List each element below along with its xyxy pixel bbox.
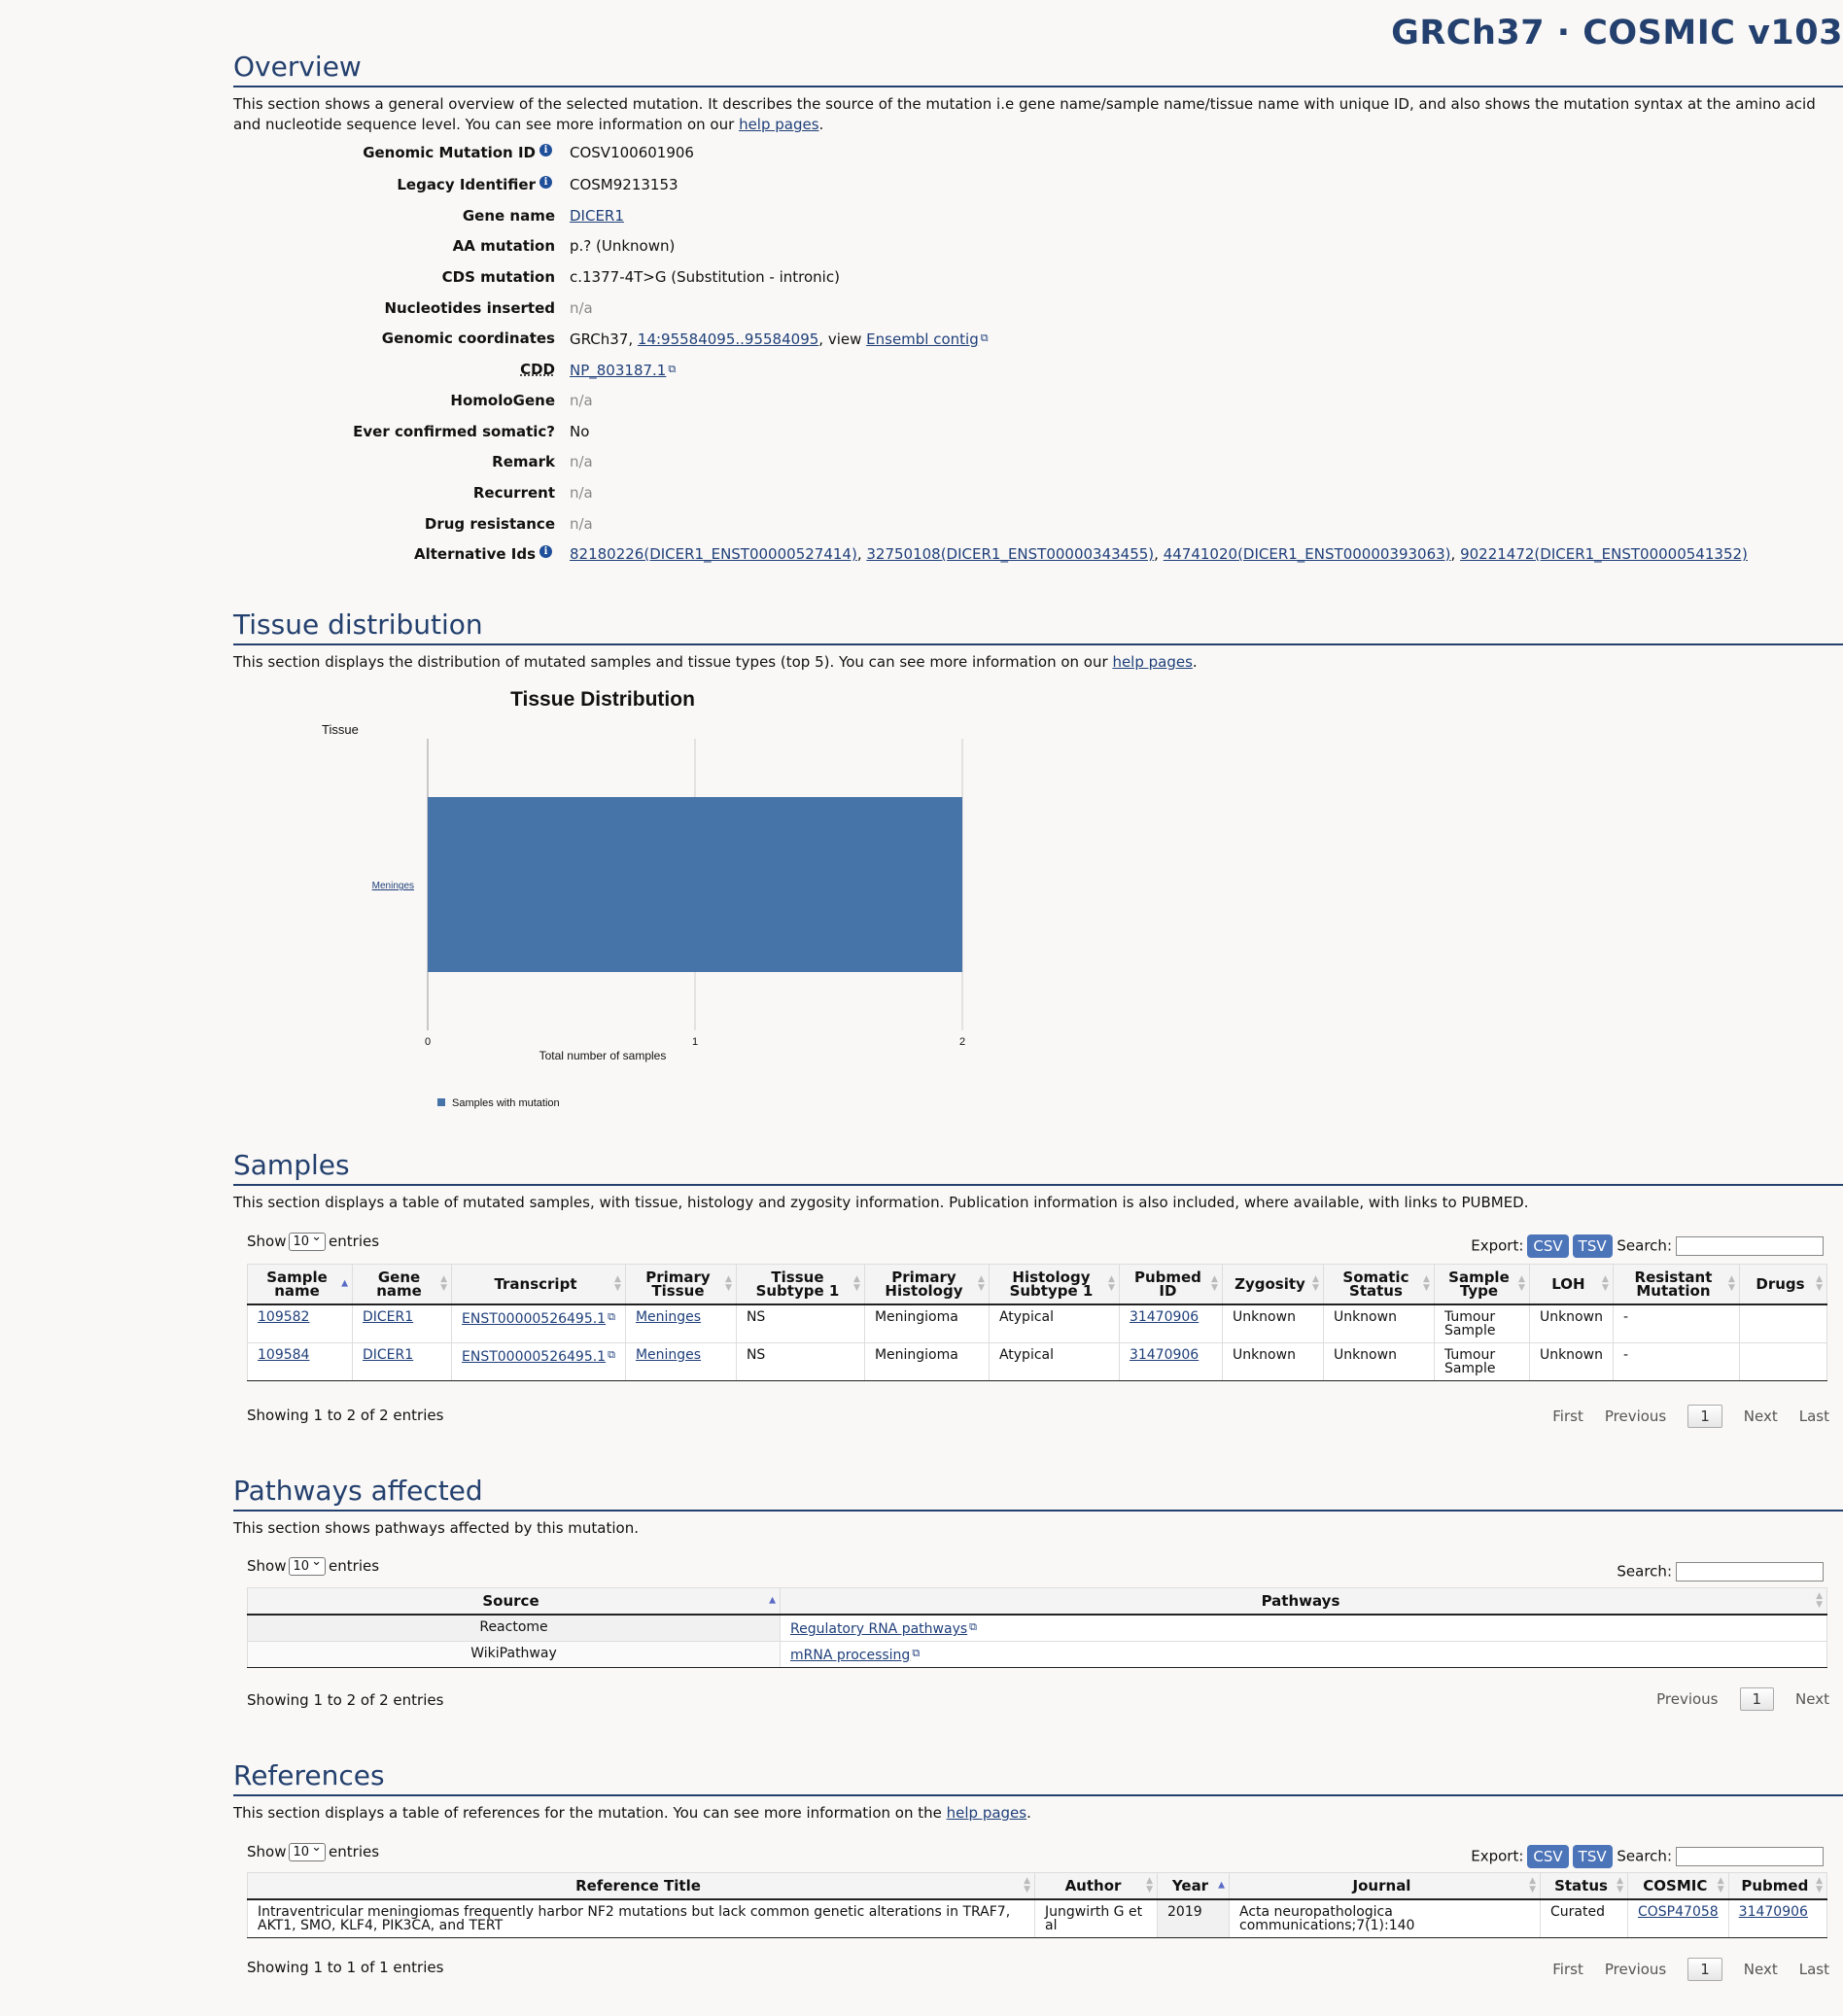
alt-id-link[interactable]: 32750108(DICER1_ENST00000343455): [866, 545, 1155, 563]
cell-somatic-status: Unknown: [1323, 1304, 1434, 1343]
cell-sample-type: Tumour Sample: [1434, 1304, 1529, 1343]
samples-table: [247, 1264, 1827, 1381]
info-icon[interactable]: i: [539, 176, 552, 189]
cell-loh: Unknown: [1529, 1343, 1613, 1381]
sort-icon: ▲ ▼: [1617, 1876, 1623, 1894]
column-somatic-status[interactable]: Somatic Status ▲ ▼: [1323, 1265, 1434, 1305]
pathway-cell: [781, 1642, 1827, 1668]
overview-details: [233, 140, 1843, 577]
column-pubmed[interactable]: Pubmed ▲ ▼: [1728, 1873, 1826, 1900]
sort-icon: ▲ ▼: [1024, 1876, 1030, 1894]
cell-somatic-status: Unknown: [1323, 1343, 1434, 1381]
column-sample-name[interactable]: Sample name ▲: [248, 1265, 353, 1305]
pathways-length-control: Show 10 ⌄ entries: [247, 1557, 379, 1576]
table-row: [248, 1343, 1827, 1381]
cell-tissue-subtype-1: NS: [736, 1343, 864, 1381]
page-title: GRCh37 · COSMIC v103: [1391, 14, 1843, 52]
cell-link[interactable]: DICER1: [363, 1309, 414, 1325]
alt-id-link[interactable]: 90221472(DICER1_ENST00000541352): [1460, 545, 1748, 563]
sort-icon: ▲ ▼: [1518, 1274, 1525, 1293]
last-page-button[interactable]: Last: [1798, 1961, 1829, 1978]
cell-primary-tissue: [625, 1343, 736, 1381]
column-histology-subtype-1[interactable]: Histology Subtype 1 ▲ ▼: [989, 1265, 1119, 1305]
sort-icon: ▲ ▼: [1211, 1274, 1218, 1293]
references-pager: [1531, 1958, 1829, 1981]
genomic-coordinates-label: Genomic coordinates: [381, 330, 555, 347]
external-link-icon: ⧉: [969, 1620, 978, 1633]
sort-icon: ▲ ▼: [1146, 1876, 1153, 1894]
pathways-section: [233, 1475, 1843, 1539]
ever-confirmed-value: No: [570, 423, 590, 440]
sort-icon: ▲ ▼: [1816, 1591, 1823, 1610]
tsv-export-button[interactable]: TSV: [1573, 1234, 1613, 1258]
tsv-export-button[interactable]: TSV: [1573, 1845, 1613, 1868]
table-row: [248, 1304, 1827, 1343]
alternative-ids-label: Alternative Ids i: [233, 541, 552, 567]
homologene-label: HomoloGene: [450, 392, 555, 409]
pathway-cell: [781, 1615, 1827, 1642]
cell-link[interactable]: DICER1: [363, 1347, 414, 1363]
help-pages-link[interactable]: help pages: [1112, 653, 1193, 671]
cell-histology-subtype-1: Atypical: [989, 1343, 1119, 1381]
cell-link[interactable]: Meninges: [635, 1347, 702, 1363]
pathways-pager: [1635, 1687, 1829, 1711]
overview-desc-text: This section shows a general overview of the selected mutation. It describes the source of the mutation i.e gene name/sample name/tissue name with unique ID, and also shows the mutation syntax at the amino acid and nucleotide sequence level. You can see more information on our: [233, 95, 1816, 133]
csv-export-button[interactable]: CSV: [1527, 1234, 1568, 1258]
cell-pubmed-id: [1119, 1343, 1222, 1381]
references-search-input[interactable]: [1676, 1847, 1824, 1866]
genomic-mutation-id-value: COSV100601906: [570, 144, 694, 161]
cell-transcript: [452, 1343, 626, 1381]
genomic-coordinates-value: GRCh37, 14:95584095..95584095, view Ensembl contig ⧉: [570, 330, 989, 348]
cell-sample-type: Tumour Sample: [1434, 1343, 1529, 1381]
last-page-button[interactable]: Last: [1798, 1408, 1829, 1425]
tissue-section: [233, 608, 1843, 673]
cds-mutation-label: CDS mutation: [441, 268, 555, 286]
cell-tissue-subtype-1: NS: [736, 1304, 864, 1343]
column-cosmic[interactable]: COSMIC ▲ ▼: [1628, 1873, 1729, 1900]
sort-icon: ▲ ▼: [1728, 1274, 1735, 1293]
next-page-button[interactable]: Next: [1743, 1408, 1778, 1425]
cdd-value: [570, 357, 676, 383]
cell-primary-tissue: [625, 1304, 736, 1343]
x-tick-label: 1: [691, 1036, 699, 1048]
cell-sample-name: [248, 1304, 353, 1343]
sort-icon: ▲ ▼: [1423, 1274, 1430, 1293]
first-page-button[interactable]: First: [1552, 1961, 1583, 1978]
column-tissue-subtype-1[interactable]: Tissue Subtype 1 ▲ ▼: [736, 1265, 864, 1305]
cell-zygosity: Unknown: [1222, 1343, 1323, 1381]
cds-mutation-value: c.1377-4T>G (Substitution - intronic): [570, 268, 840, 286]
cell-histology-subtype-1: Atypical: [989, 1304, 1119, 1343]
column-zygosity[interactable]: Zygosity ▲ ▼: [1222, 1265, 1323, 1305]
source-cell: Reactome: [248, 1615, 781, 1642]
page-1-button[interactable]: 1: [1687, 1405, 1722, 1428]
overview-description: This section shows a general overview of the selected mutation. It describes the source of the mutation i.e gene name/sample name/tissue name with unique ID, and also shows the mutation syntax at the amino acid and nucleotide sequence level. You can see more information on our help pages.: [233, 95, 1816, 133]
samples-length-control: Show 10 ⌄ entries: [247, 1233, 379, 1251]
entries-select[interactable]: 10 ⌄: [289, 1233, 326, 1251]
external-link-icon: ⧉: [912, 1647, 921, 1659]
sort-icon: ▲ ▼: [1602, 1274, 1609, 1293]
sort-icon: ▲ ▼: [725, 1274, 732, 1293]
references-length-control: Show 10 ⌄ entries: [247, 1843, 379, 1861]
info-icon[interactable]: i: [539, 144, 552, 156]
external-link-icon: ⧉: [608, 1348, 615, 1361]
cell-link[interactable]: 109582: [258, 1309, 310, 1325]
cosmic-link[interactable]: COSP47058: [1638, 1904, 1719, 1920]
sort-icon: ▲ ▼: [1312, 1274, 1319, 1293]
cell-loh: Unknown: [1529, 1304, 1613, 1343]
column-year[interactable]: Year ▲: [1158, 1873, 1230, 1900]
cell-resistant-mutation: -: [1613, 1304, 1739, 1343]
cell-primary-histology: Meningioma: [864, 1304, 989, 1343]
cell-link[interactable]: Meninges: [635, 1309, 702, 1325]
pathway-link[interactable]: mRNA processing: [790, 1648, 911, 1663]
column-sample-type[interactable]: Sample Type ▲ ▼: [1434, 1265, 1529, 1305]
tissue-description: This section displays the distribution of mutated samples and tissue types (top 5). You can see more information on our help pages.: [233, 653, 1198, 671]
samples-export-search: Export: CSV TSV Search:: [1471, 1234, 1824, 1258]
next-page-button[interactable]: Next: [1795, 1690, 1829, 1708]
gene-name-link[interactable]: DICER1: [570, 207, 624, 225]
column-resistant-mutation[interactable]: Resistant Mutation ▲ ▼: [1613, 1265, 1739, 1305]
coordinates-link[interactable]: 14:95584095..95584095: [637, 330, 819, 348]
alternative-ids-value: 82180226(DICER1_ENST00000527414), 32750108(DICER1_ENST00000343455), 44741020(DICER1_ENST00000393063), 90221472(DICER1_ENST00000541352): [570, 545, 1748, 563]
sort-icon: ▲ ▼: [853, 1274, 860, 1293]
journal-cell: Acta neuropathologica communications;7(1):140: [1230, 1899, 1541, 1938]
csv-export-button[interactable]: CSV: [1527, 1845, 1568, 1868]
aa-mutation-value: p.? (Unknown): [570, 237, 676, 255]
column-status[interactable]: Status ▲ ▼: [1541, 1873, 1628, 1900]
cell-zygosity: Unknown: [1222, 1304, 1323, 1343]
sort-icon: ▲ ▼: [1108, 1274, 1115, 1293]
column-author[interactable]: Author ▲ ▼: [1035, 1873, 1158, 1900]
entries-select[interactable]: 10 ⌄: [289, 1557, 326, 1576]
column-primary-tissue[interactable]: Primary Tissue ▲ ▼: [625, 1265, 736, 1305]
legacy-identifier-label: Legacy Identifier i: [233, 172, 552, 197]
pathways-info: Showing 1 to 2 of 2 entries: [247, 1691, 444, 1709]
cell-gene-name: [353, 1343, 452, 1381]
legend-label: Samples with mutation: [452, 1097, 560, 1109]
pubmed-cell: [1728, 1899, 1826, 1938]
page-1-button[interactable]: 1: [1687, 1958, 1722, 1981]
table-row: [248, 1642, 1827, 1668]
info-icon[interactable]: i: [539, 545, 552, 558]
recurrent-label: Recurrent: [472, 484, 555, 502]
cosmic-cell: [1628, 1899, 1729, 1938]
pathways-search-input[interactable]: [1676, 1562, 1824, 1582]
sort-asc-icon: ▲: [769, 1595, 776, 1606]
drug-resistance-value: n/a: [570, 515, 593, 533]
pubmed-link[interactable]: 31470906: [1738, 1904, 1808, 1920]
legacy-identifier-value: COSM9213153: [570, 176, 678, 193]
first-page-button[interactable]: First: [1552, 1408, 1583, 1425]
cdd-link[interactable]: NP_803187.1: [570, 362, 667, 379]
pathways-table: [247, 1587, 1827, 1668]
alt-id-link[interactable]: 82180226(DICER1_ENST00000527414): [570, 545, 857, 563]
column-reference-title[interactable]: Reference Title ▲ ▼: [248, 1873, 1035, 1900]
category-label-meninges[interactable]: Meninges: [371, 881, 414, 891]
cell-gene-name: [353, 1304, 452, 1343]
sort-icon: ▲ ▼: [1717, 1876, 1724, 1894]
x-tick-label: 2: [958, 1036, 966, 1048]
x-axis-label: Total number of samples: [539, 1049, 667, 1062]
drug-resistance-label: Drug resistance: [424, 515, 555, 533]
external-link-icon: ⧉: [608, 1310, 615, 1323]
cell-transcript: [452, 1304, 626, 1343]
status-cell: Curated: [1541, 1899, 1628, 1938]
samples-info: Showing 1 to 2 of 2 entries: [247, 1407, 444, 1424]
pathways-description: This section shows pathways affected by this mutation.: [233, 1519, 639, 1537]
pathways-search: Search:: [1617, 1562, 1824, 1582]
ever-confirmed-label: Ever confirmed somatic?: [353, 423, 555, 440]
nucleotides-inserted-value: n/a: [570, 299, 593, 317]
external-link-icon: ⧉: [980, 331, 989, 344]
cell-link[interactable]: 31470906: [1129, 1309, 1200, 1325]
sort-icon: ▲ ▼: [978, 1274, 985, 1293]
cell-drugs: [1739, 1343, 1826, 1381]
previous-page-button[interactable]: Previous: [1656, 1690, 1719, 1708]
sort-icon: ▲ ▼: [1816, 1274, 1823, 1293]
references-info: Showing 1 to 1 of 1 entries: [247, 1959, 444, 1976]
entries-select[interactable]: 10 ⌄: [289, 1843, 326, 1861]
aa-mutation-label: AA mutation: [452, 237, 555, 255]
page-1-button[interactable]: 1: [1740, 1687, 1775, 1711]
samples-pager: [1531, 1405, 1829, 1428]
sort-asc-icon: ▲: [341, 1278, 348, 1289]
overview-heading: Overview: [233, 51, 1843, 87]
chart-title: Tissue Distribution: [510, 688, 695, 711]
next-page-button[interactable]: Next: [1743, 1961, 1778, 1978]
references-export-search: Export: CSV TSV Search:: [1471, 1845, 1824, 1868]
help-pages-link[interactable]: help pages: [739, 116, 819, 133]
column-gene-name[interactable]: Gene name ▲ ▼: [353, 1265, 452, 1305]
column-pubmed-id[interactable]: Pubmed ID ▲ ▼: [1119, 1265, 1222, 1305]
pathways-heading: Pathways affected: [233, 1475, 1843, 1512]
column-primary-histology[interactable]: Primary Histology ▲ ▼: [864, 1265, 989, 1305]
legend-swatch: [437, 1098, 445, 1106]
author-cell: Jungwirth G et al: [1035, 1899, 1158, 1938]
table-row: [248, 1615, 1827, 1642]
external-link-icon: ⧉: [668, 363, 677, 375]
samples-description: This section displays a table of mutated samples, with tissue, histology and zygosity information. Publication information is also included, where available, with links to PUBMED.: [233, 1194, 1529, 1211]
remark-value: n/a: [570, 453, 593, 470]
cell-link[interactable]: 109584: [258, 1347, 310, 1363]
tissue-heading: Tissue distribution: [233, 608, 1843, 645]
pathway-link[interactable]: Regulatory RNA pathways: [790, 1621, 968, 1637]
sort-icon: ▲ ▼: [1816, 1876, 1823, 1894]
gene-name-label: Gene name: [462, 207, 555, 225]
sort-asc-icon: ▲: [1218, 1880, 1225, 1891]
sort-icon: ▲ ▼: [1529, 1876, 1536, 1894]
references-heading: References: [233, 1759, 1843, 1796]
cell-sample-name: [248, 1343, 353, 1381]
references-description: This section displays a table of references for the mutation. You can see more information on the help pages.: [233, 1804, 1031, 1822]
overview-section: [233, 51, 1843, 563]
cell-resistant-mutation: -: [1613, 1343, 1739, 1381]
cell-drugs: [1739, 1304, 1826, 1343]
cell-link[interactable]: ENST00000526495.1: [462, 1311, 607, 1327]
alt-id-link[interactable]: 44741020(DICER1_ENST00000393063): [1163, 545, 1451, 563]
table-row: [248, 1899, 1827, 1938]
cell-primary-histology: Meningioma: [864, 1343, 989, 1381]
cell-link[interactable]: ENST00000526495.1: [462, 1349, 607, 1365]
cell-link[interactable]: 31470906: [1129, 1347, 1200, 1363]
cdd-label: CDD: [520, 361, 555, 378]
column-transcript[interactable]: Transcript ▲ ▼: [452, 1265, 626, 1305]
sort-icon: ▲ ▼: [440, 1274, 447, 1293]
y-axis-label: Tissue: [322, 722, 359, 737]
column-journal[interactable]: Journal ▲ ▼: [1230, 1873, 1541, 1900]
sort-icon: ▲ ▼: [614, 1274, 621, 1293]
column-drugs[interactable]: Drugs ▲ ▼: [1739, 1265, 1826, 1305]
source-cell: WikiPathway: [248, 1642, 781, 1668]
ensembl-contig-link[interactable]: Ensembl contig: [866, 330, 979, 348]
tissue-distribution-chart: [233, 680, 1011, 1128]
references-section: [233, 1759, 1843, 1824]
year-cell: 2019: [1158, 1899, 1230, 1938]
previous-page-button[interactable]: Previous: [1604, 1408, 1667, 1425]
samples-section: [233, 1149, 1843, 1213]
help-pages-link[interactable]: help pages: [946, 1804, 1027, 1822]
column-source[interactable]: Source ▲: [248, 1588, 781, 1616]
reference-title-cell: Intraventricular meningiomas frequently harbor NF2 mutations but lack common genetic alterations in TRAF7, AKT1, SMO, KLF4, PIK3CA, and TERT: [248, 1899, 1035, 1938]
bar-meninges: [428, 797, 962, 972]
references-table: [247, 1872, 1827, 1938]
samples-heading: Samples: [233, 1149, 1843, 1186]
recurrent-value: n/a: [570, 484, 593, 502]
genomic-mutation-id-label: Genomic Mutation ID i: [233, 140, 552, 165]
nucleotides-inserted-label: Nucleotides inserted: [384, 299, 555, 317]
x-tick-label: 0: [424, 1036, 432, 1048]
cell-pubmed-id: [1119, 1304, 1222, 1343]
column-pathways[interactable]: Pathways ▲ ▼: [781, 1588, 1827, 1616]
homologene-value: n/a: [570, 392, 593, 409]
column-loh[interactable]: LOH ▲ ▼: [1529, 1265, 1613, 1305]
samples-search-input[interactable]: [1676, 1236, 1824, 1256]
remark-label: Remark: [492, 453, 555, 470]
previous-page-button[interactable]: Previous: [1604, 1961, 1667, 1978]
